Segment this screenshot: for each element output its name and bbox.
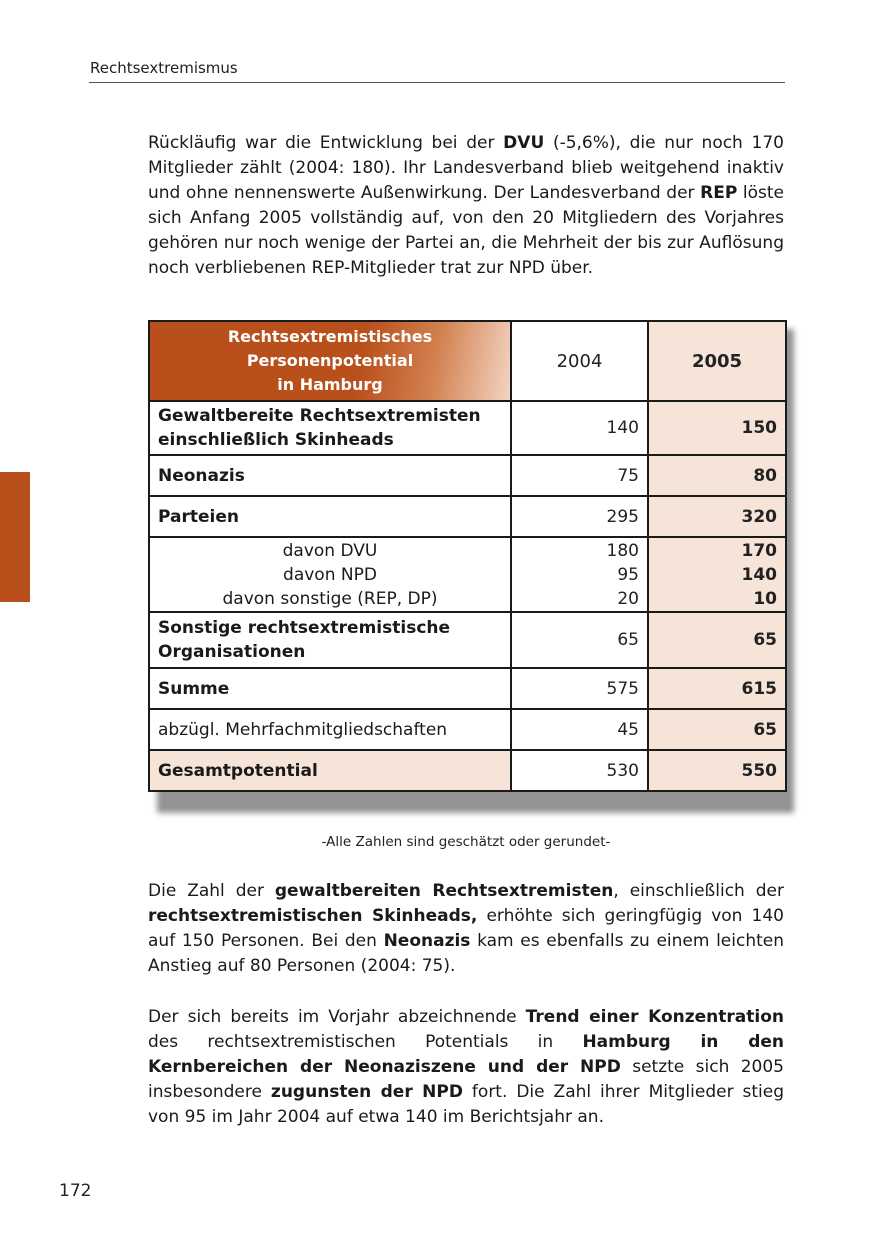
- row-label-sum: Summe: [149, 668, 511, 709]
- text-run: Der sich bereits im Vorjahr abzeichnende: [148, 1007, 526, 1027]
- row-label-multi-membership: abzügl. Mehrfachmitgliedschaften: [149, 709, 511, 750]
- table-title-line: Personenpotential: [246, 351, 414, 370]
- value-2005: 320: [648, 496, 786, 537]
- text-run: , einschließlich der: [613, 881, 784, 901]
- table-header-row: [149, 321, 786, 401]
- row-label-violent: [149, 401, 511, 455]
- value-2005: 65: [648, 612, 786, 668]
- text-run: fort. Die Zahl ihrer Mitglieder stieg von 95 im Jahr 2004 auf etwa 140 im Berichtsjahr an.: [148, 1082, 785, 1127]
- text-run: Rückläufig war die Entwicklung bei der: [148, 133, 504, 153]
- row-label-line: einschließlich Skinheads: [158, 430, 394, 450]
- value-2005: 65: [648, 709, 786, 750]
- value-2005: 615: [648, 668, 786, 709]
- paragraph-dvu-rep: [148, 131, 784, 281]
- bold-text-run: REP: [700, 183, 738, 203]
- value-2005: 10: [753, 588, 777, 609]
- party-breakdown-2005: [648, 537, 786, 612]
- party-breakdown-2004: [511, 537, 648, 612]
- value-2004: 95: [617, 564, 639, 585]
- row-label-neonazis: Neonazis: [149, 455, 511, 496]
- header-rule: [89, 82, 785, 83]
- table-row: [149, 455, 786, 496]
- table-title-line: Rechtsextremistisches: [227, 327, 433, 346]
- value-2005: 150: [648, 401, 786, 455]
- value-2004: 20: [617, 588, 639, 609]
- sub-label-other: davon sonstige (REP, DP): [222, 588, 438, 609]
- table-row: [149, 668, 786, 709]
- value-2004: 530: [511, 750, 648, 791]
- chapter-tab-marker: [0, 472, 30, 602]
- table-row: [149, 496, 786, 537]
- value-2005: 550: [648, 750, 786, 791]
- text-run: kam es ebenfalls zu einem leichten Anstieg auf 80 Personen (2004: 75).: [148, 931, 784, 976]
- row-label-other-orgs: [149, 612, 511, 668]
- value-2004: 75: [511, 455, 648, 496]
- table-row: [149, 612, 786, 668]
- page-number: 172: [59, 1181, 92, 1201]
- row-label-total: Gesamtpotential: [149, 750, 511, 791]
- column-header-2004: 2004: [511, 321, 648, 401]
- table-row-party-breakdown: [149, 537, 786, 612]
- value-2004: 140: [511, 401, 648, 455]
- table-title-line: in Hamburg: [277, 375, 383, 394]
- text-run: (-5,6%), die nur noch 170 Mitglieder zählt (2004: 180). Ihr Landesverband blieb weitgehend inaktiv und ohne nennenswerte Außenwirkung. Der Landesverband der: [148, 133, 784, 203]
- running-title: Rechtsextremismus: [90, 59, 238, 77]
- value-2005: 140: [741, 564, 777, 585]
- column-header-2005: 2005: [648, 321, 786, 401]
- text-run: setzte sich 2005 insbesondere: [148, 1057, 784, 1102]
- value-2004: 575: [511, 668, 648, 709]
- value-2004: 65: [511, 612, 648, 668]
- text-run: Die Zahl der: [148, 881, 275, 901]
- value-2005: 170: [741, 540, 777, 561]
- text-run: löste sich Anfang 2005 vollständig auf, von den 20 Mitgliedern des Vorjahres gehören nur noch wenige der Partei an, die Mehrheit der bis zur Auflösung noch verbliebenen REP-Mitglieder trat zur NPD über.: [148, 183, 784, 278]
- table-row: [149, 401, 786, 455]
- text-run: erhöhte sich geringfügig von 140 auf 150 Personen. Bei den: [148, 906, 784, 951]
- value-2004: 295: [511, 496, 648, 537]
- row-label-line: Sonstige rechtsextremistische: [158, 618, 451, 638]
- row-label-parties: Parteien: [149, 496, 511, 537]
- party-breakdown-labels: [149, 537, 511, 612]
- bold-text-run: zugunsten der NPD: [270, 1082, 463, 1102]
- row-label-line: Gewaltbereite Rechtsextremisten: [158, 406, 481, 426]
- paragraph-npd-trend: [148, 1005, 784, 1130]
- table-title-cell: [149, 321, 511, 401]
- text-run: des rechtsextremistischen Potentials in: [148, 1032, 583, 1052]
- table-footnote: -Alle Zahlen sind geschätzt oder gerundet-: [321, 834, 611, 850]
- bold-text-run: Neonazis: [383, 931, 471, 951]
- bold-text-run: Hamburg in den Kernbereichen der Neonaziszene und der NPD: [148, 1032, 784, 1077]
- sub-label-dvu: davon DVU: [282, 540, 378, 561]
- table-row-total: [149, 750, 786, 791]
- table-row: [149, 709, 786, 750]
- sub-label-npd: davon NPD: [283, 564, 377, 585]
- value-2004: 45: [511, 709, 648, 750]
- value-2004: 180: [606, 540, 639, 561]
- row-label-line: Organisationen: [158, 642, 306, 662]
- bold-text-run: DVU: [503, 133, 545, 153]
- value-2005: 80: [648, 455, 786, 496]
- bold-text-run: rechtsextremistischen Skinheads,: [148, 906, 478, 926]
- potential-table-container: [148, 320, 785, 804]
- paragraph-violent-neonazis: [148, 879, 784, 979]
- bold-text-run: Trend einer Konzentration: [525, 1007, 784, 1027]
- bold-text-run: gewaltbereiten Rechtsextremisten: [274, 881, 614, 901]
- potential-table: [148, 320, 787, 792]
